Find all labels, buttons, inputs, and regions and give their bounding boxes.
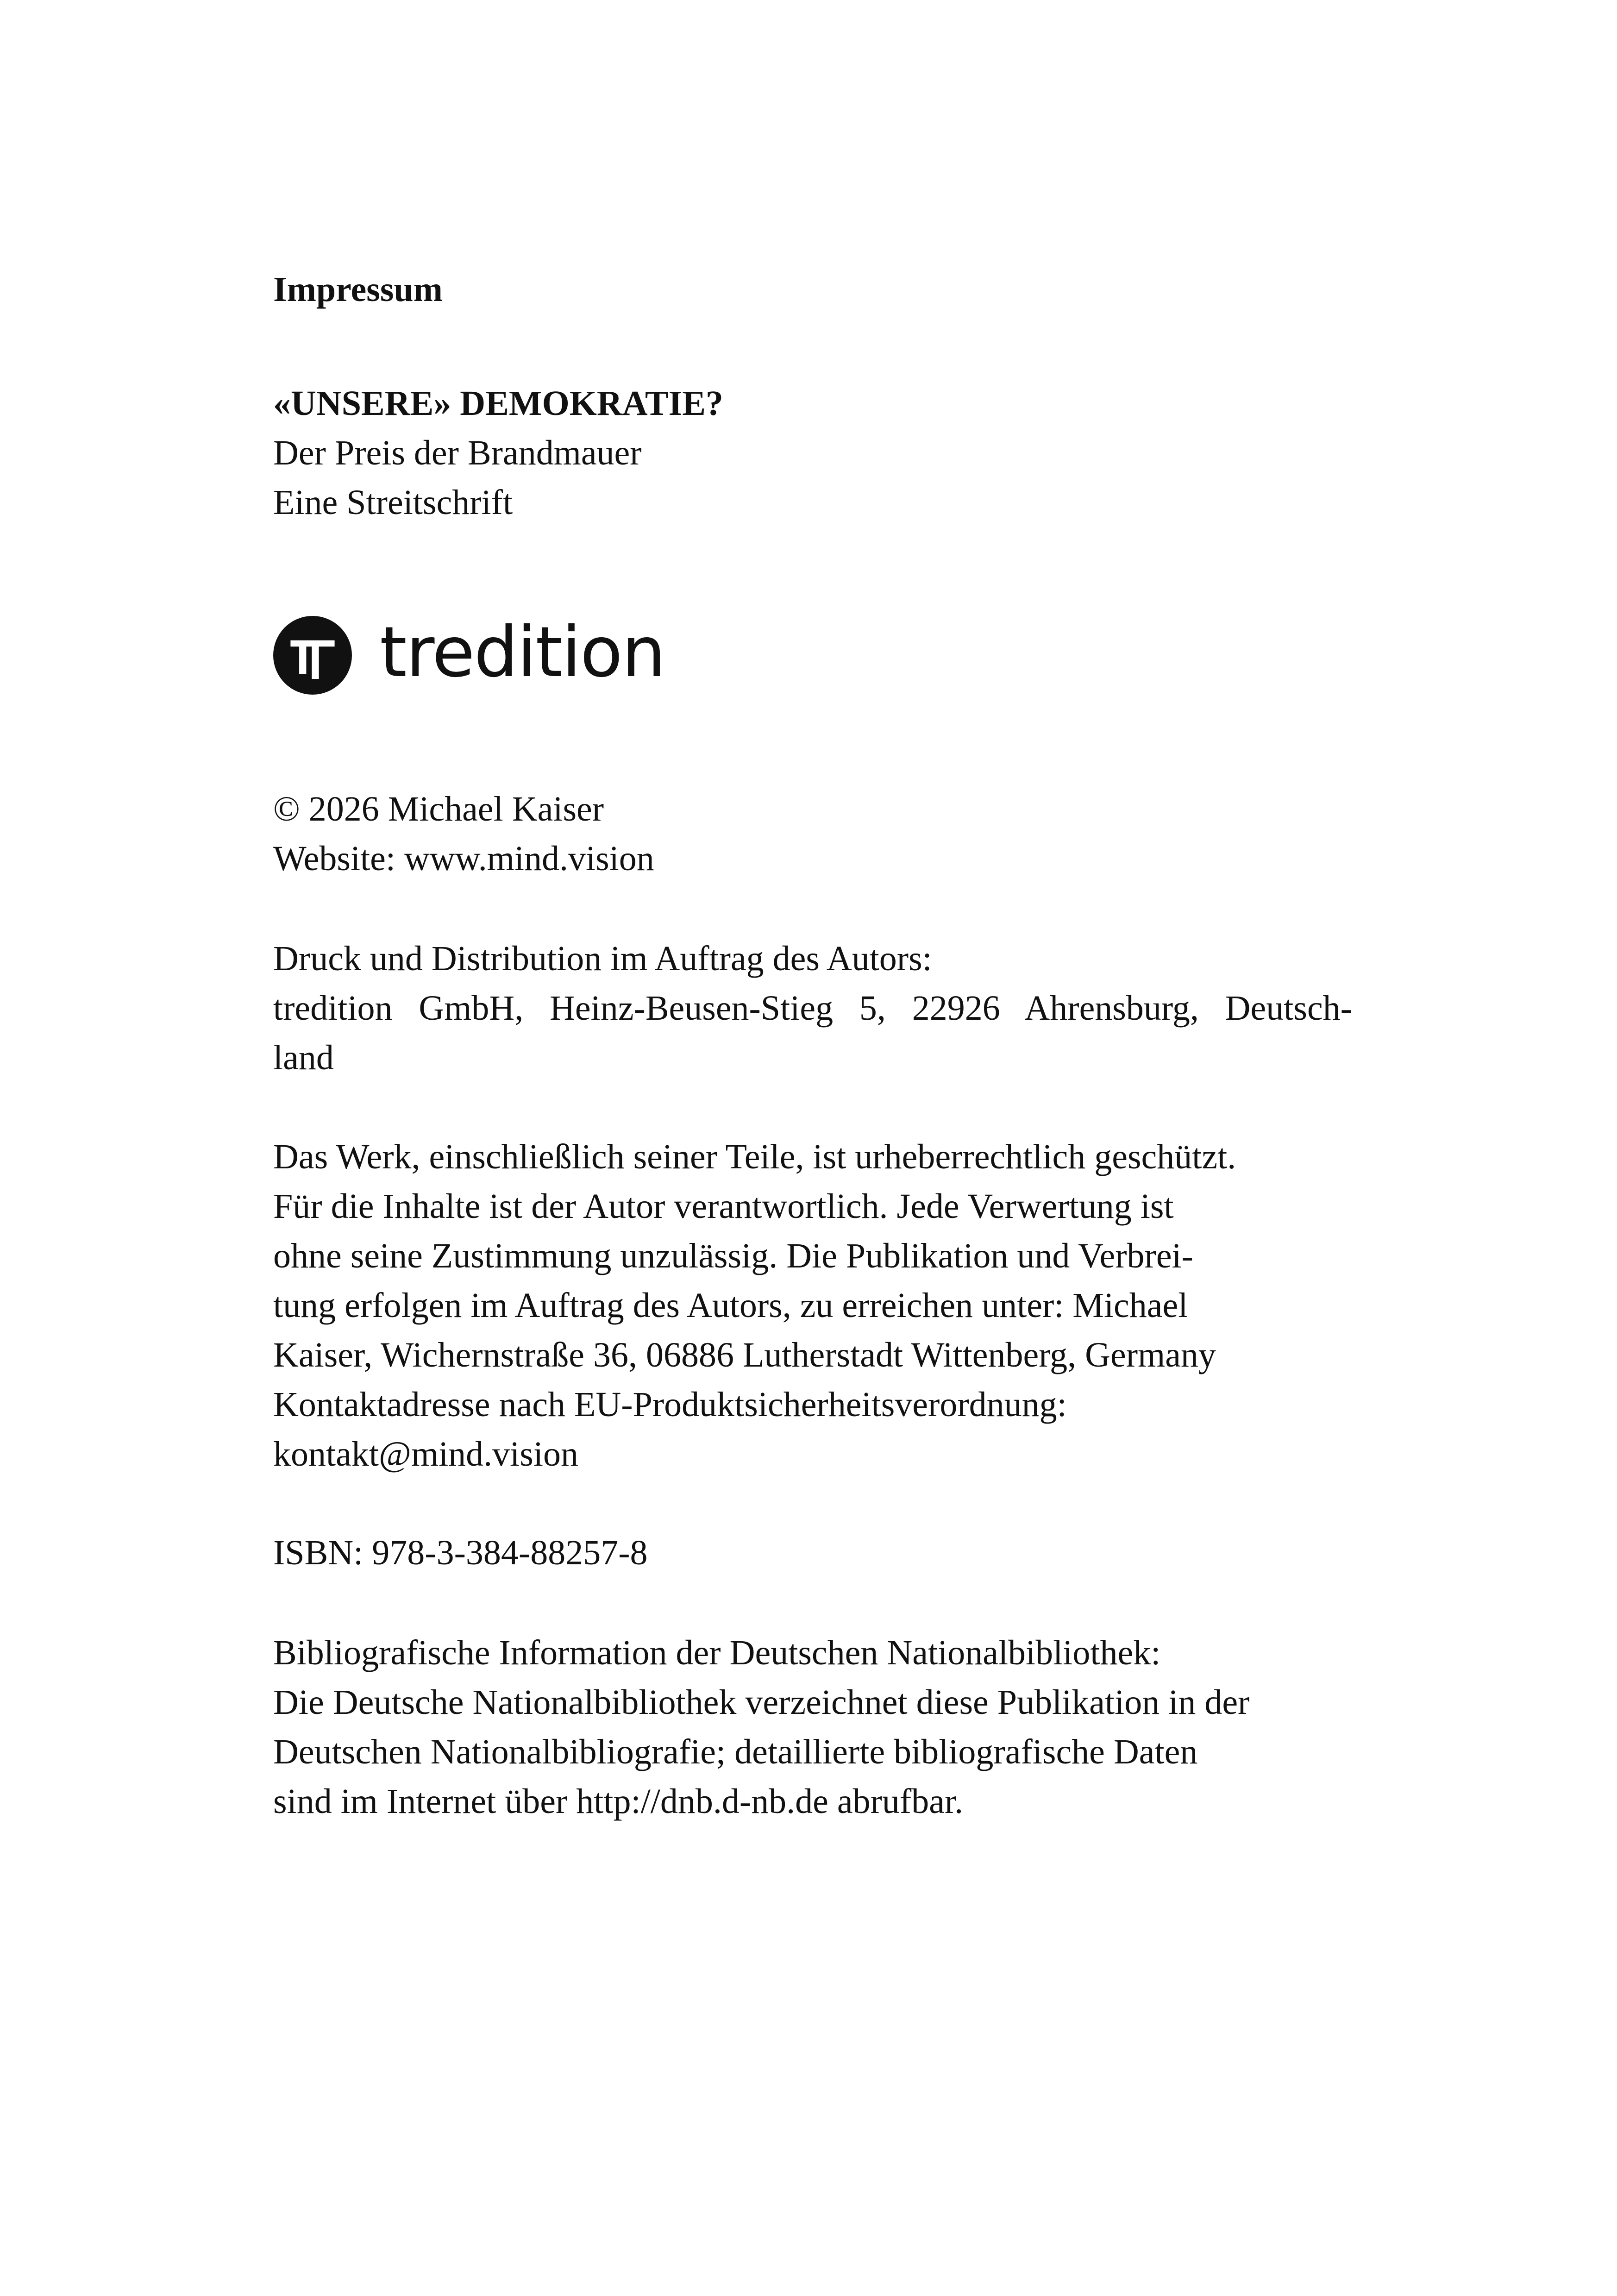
copyright-block [273,784,654,884]
book-title: «UNSERE» DEMOKRATIE? [273,384,723,423]
biblio-line: sind im Internet über http://dnb.d-nb.de abrufbar. [273,1782,964,1821]
publisher-logo [273,612,665,695]
tredition-logo-text: tredition [380,612,665,693]
legal-line: Für die Inhalte ist der Autor verantwortlich. Jede Verwertung ist [273,1187,1174,1226]
tredition-logo-icon [273,616,352,695]
contact-email: kontakt@mind.vision [273,1435,578,1474]
legal-notice-block [273,1132,1236,1479]
website-line: Website: www.mind.vision [273,839,654,878]
copyright-line: © 2026 Michael Kaiser [273,790,604,828]
biblio-line: Bibliografische Information der Deutschen Nationalbibliothek: [273,1633,1161,1672]
legal-line: Kaiser, Wichernstraße 36, 06886 Lutherstadt Wittenberg, Germany [273,1336,1216,1374]
publisher-line: land [273,1038,334,1077]
legal-line: tung erfolgen im Auftrag des Autors, zu erreichen unter: Michael [273,1286,1188,1325]
book-title-block [273,379,723,527]
legal-line: Das Werk, einschließlich seiner Teile, ist urheberrechtlich geschützt. [273,1137,1236,1176]
biblio-line: Die Deutsche Nationalbibliothek verzeichnet diese Publikation in der [273,1683,1250,1722]
book-subtitle: Der Preis der Brandmauer [273,433,642,472]
legal-line: Kontaktadresse nach EU-Produktsicherheitsverordnung: [273,1385,1067,1424]
publisher-line: Druck und Distribution im Auftrag des Autors: [273,939,932,978]
biblio-line: Deutschen Nationalbibliografie; detaillierte bibliografische Daten [273,1732,1198,1771]
bibliographic-info-block [273,1628,1249,1826]
legal-line: ohne seine Zustimmung unzulässig. Die Publikation und Verbrei- [273,1236,1193,1275]
publisher-line: tredition GmbH, Heinz-Beusen-Stieg 5, 22926 Ahrensburg, Deutsch- [273,989,1352,1028]
publisher-block [273,934,1352,1083]
book-genre: Eine Streitschrift [273,483,513,522]
imprint-heading: Impressum [273,270,443,309]
isbn-line: ISBN: 978-3-384-88257-8 [273,1533,648,1572]
